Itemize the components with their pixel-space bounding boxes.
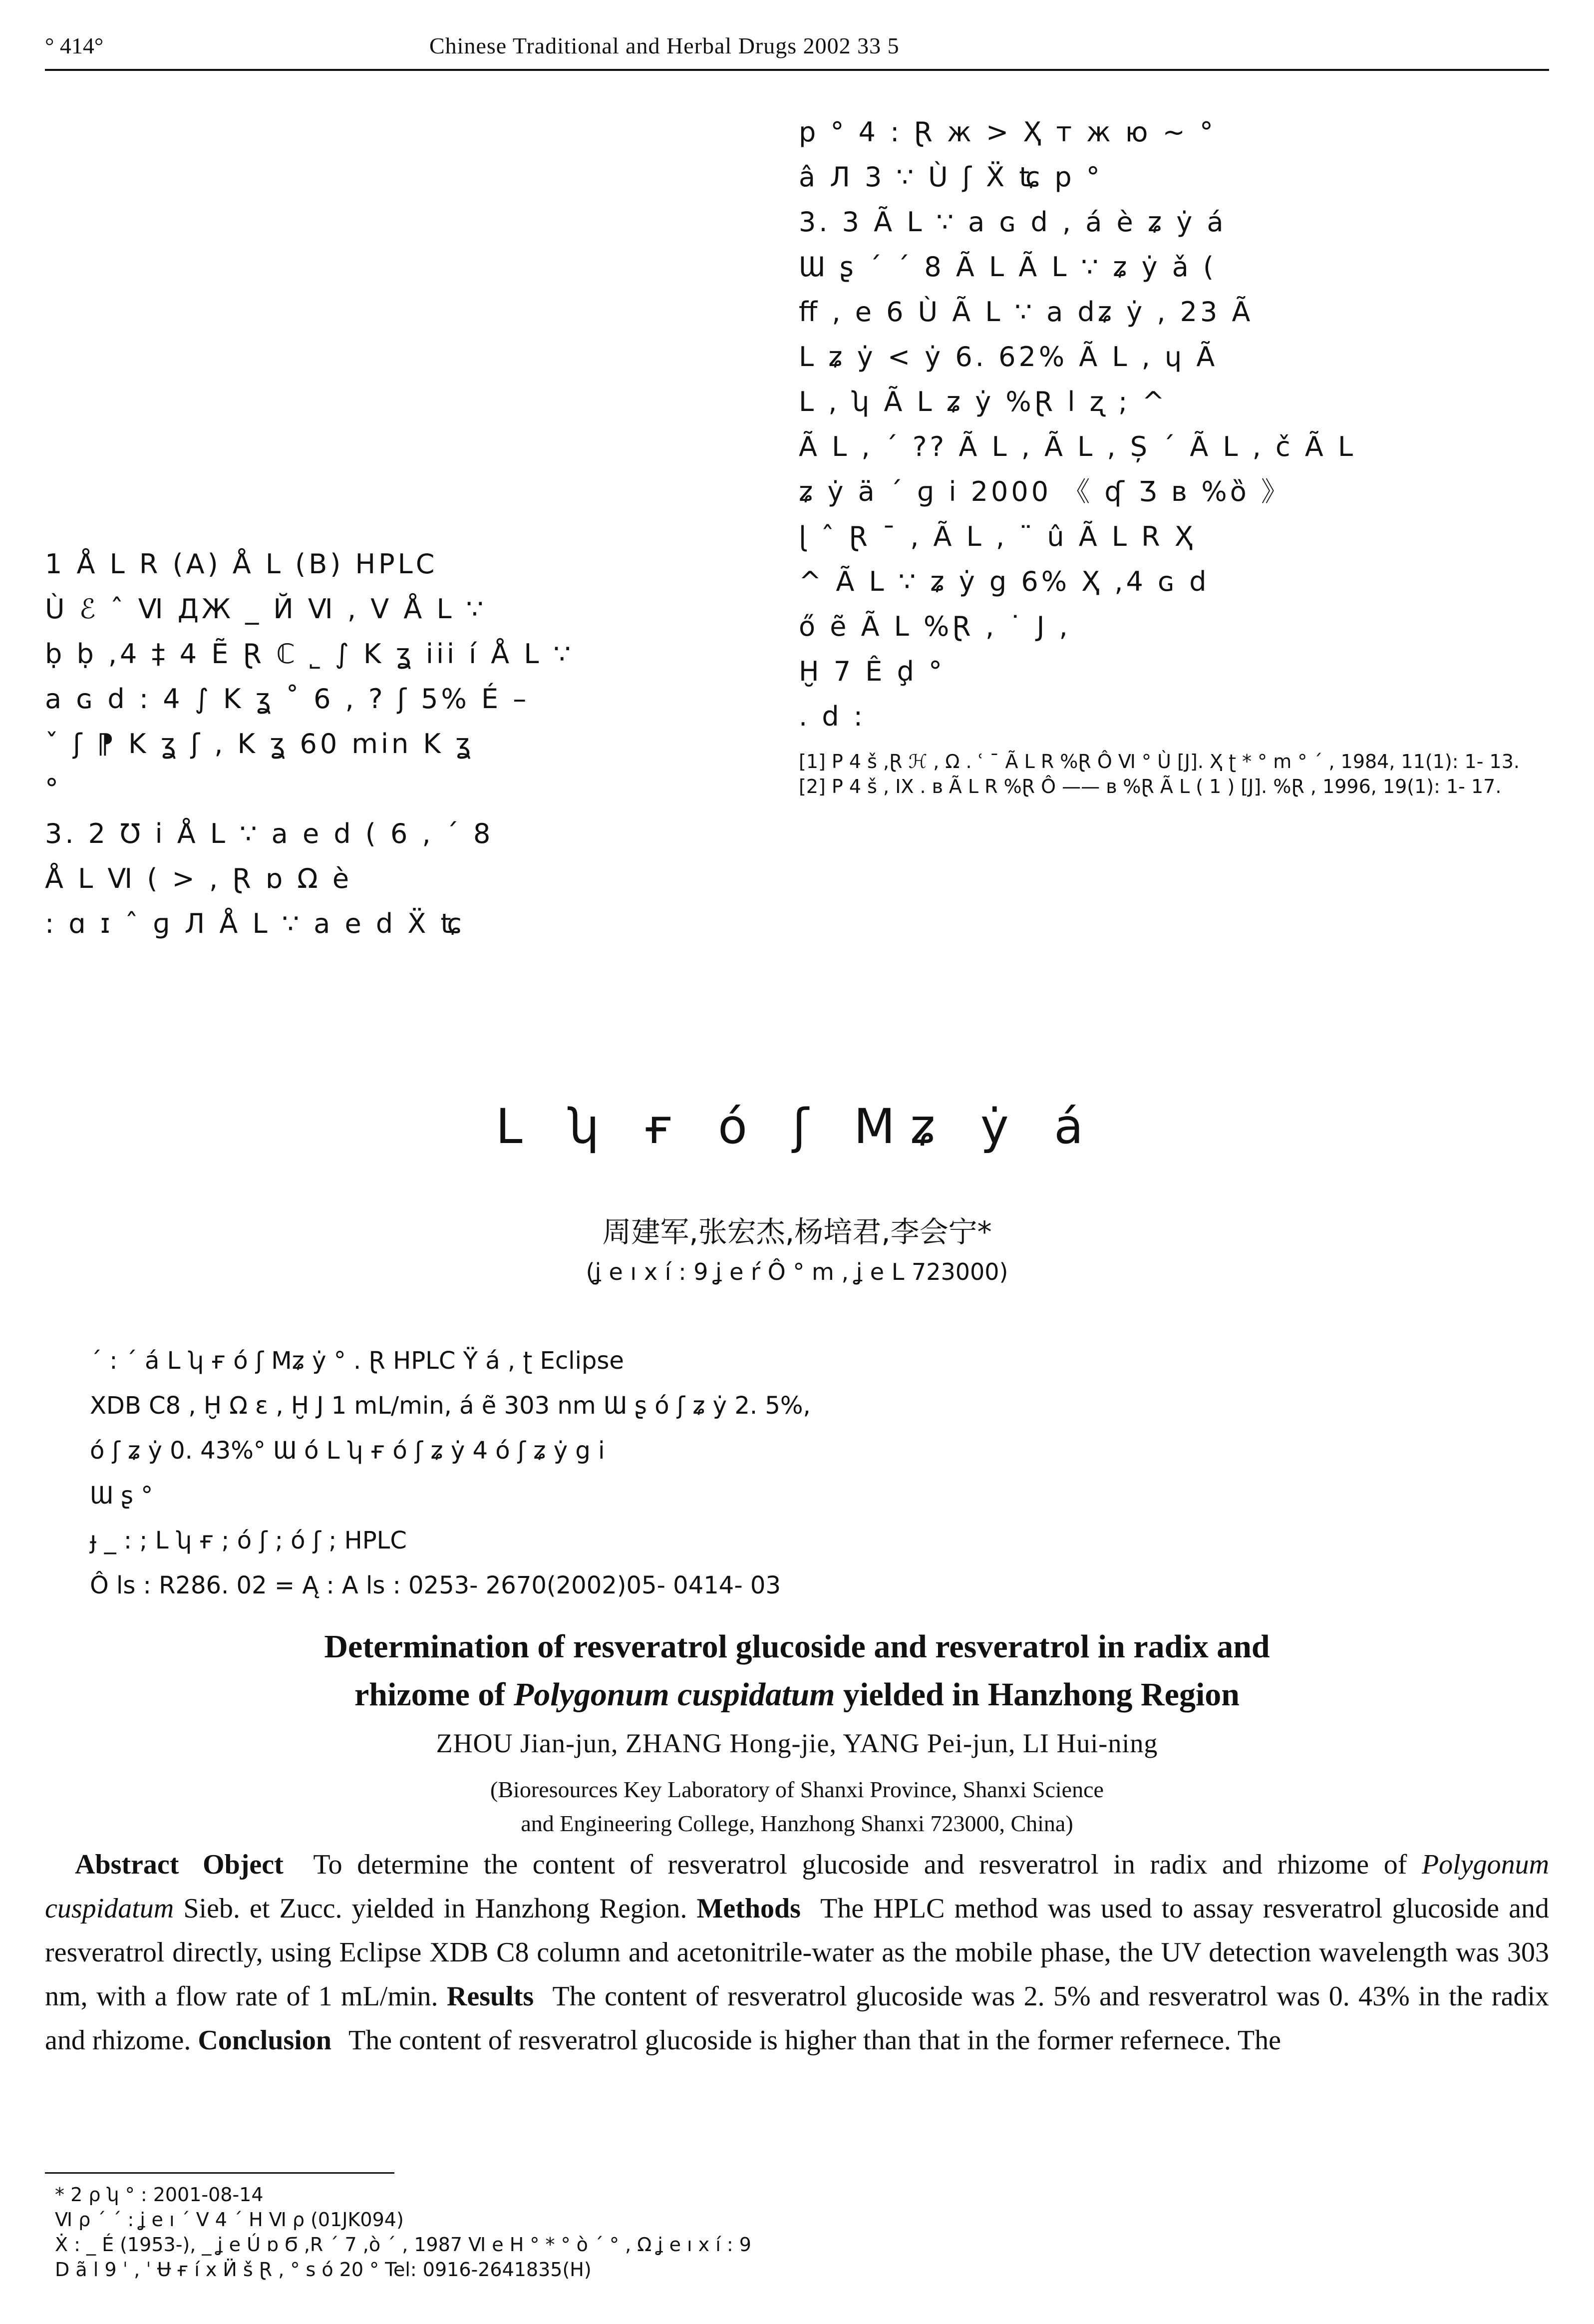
cn-authors: 周建军,张宏杰,杨培君,李会宁* (602, 1215, 992, 1249)
object-label: Object (203, 1849, 284, 1880)
cn-abstract-line: ´ : ´ á L ʮ ғ ó ʃ Mʑ ẏ ° . Ɽ HPLC Ÿ á , ʈ Eclipse (90, 1347, 624, 1375)
text-line: p ° 4 : Ɽ ж > Ҳ т ж ю ~ ° (799, 116, 1217, 148)
text-line: 1 Å L R (A) Å L (B) HPLC (45, 548, 438, 580)
conclusion-label: Conclusion (198, 2025, 331, 2056)
text-line: ʑ ẏ ä ´ ɡ i 2000 《 ʠ Ʒ ʙ %ȍ 》 (799, 476, 1291, 507)
cn-article-title: L ʮ ғ ó ʃ Mʑ ẏ á (495, 1099, 1099, 1155)
text-line: Ḫ 7 Ê ḑ ° (799, 656, 946, 687)
cn-abstract-line: Ɯ ʂ ° (90, 1482, 153, 1510)
text-line: 3. 2 Ʊ i Å L ∵ a e d ( 6 , ´ 8 (45, 818, 494, 849)
cn-abstract (90, 1338, 1538, 1608)
journal-name: Chinese Traditional and Herbal Drugs 2002 33 5 (429, 33, 900, 58)
cn-abstract-line: ɟ _ : ; L ʮ ғ ; ó ʃ ; ó ʃ ; HPLC (90, 1527, 407, 1554)
abstract-label: Abstract (75, 1849, 179, 1880)
text-line: L , ʮ Ã L ʑ ẏ %Ɽ l ʐ ; ^ (799, 386, 1168, 417)
cn-abstract-line: Ô ls : R286. 02 = Ą : A ls : 0253- 2670(2002)05- 0414- 03 (90, 1571, 781, 1599)
en-title-line-1: Determination of resveratrol glucoside and resveratrol in radix and (324, 1628, 1270, 1665)
methods-label: Methods (696, 1893, 801, 1924)
en-article-title (0, 1623, 1594, 1719)
left-column-text (45, 542, 764, 946)
reference-item: [1] P 4 š ,Ɽ ℋ , Ω . ʿ ¯ Ã L R %Ɽ Ô Ⅵ ° Ù [J]. Ҳ ʈ * ° m ° ´ , 1984, 11(1): 1- 13. (799, 751, 1520, 773)
conclusion-text: The content of resveratrol glucoside is higher than that in the former refernece. The (348, 2025, 1281, 2056)
text-line: L ʑ ẏ < ẏ 6. 62% Ã L , ɥ Ã (799, 341, 1218, 373)
text-line: â Л 3 ∵ Ù ʃ Ẍ ʨ p ° (799, 161, 1103, 193)
cn-abstract-line: ó ʃ ʑ ẏ 0. 43%° Ɯ ó L ʮ ғ ó ʃ ʑ ẏ 4 ó ʃ ʑ ẏ g i (90, 1437, 605, 1465)
methods-text: The HPLC method was used to assay resveratrol glucoside and resveratrol directly, using Eclipse XDB C8 column and acetonitrile-water as the mobile phase, the UV detection wavelength was 303 nm, with a flow rate of 1 mL/min. (45, 1893, 1550, 2012)
footnotes (55, 2182, 1553, 2282)
text-line: 3. 3 Ã L ∵ a ɢ d , á è ʑ ẏ á (799, 206, 1227, 238)
cn-affiliation: (ʝ e ı x í : 9 ʝ e ŕ Ô ° m , ʝ e L 723000) (586, 1258, 1008, 1285)
text-line: ﬀ , e 6 Ù Ã L ∵ a dʑ ẏ , 23 Ã (799, 296, 1254, 328)
reference-list (799, 749, 1553, 799)
running-header (45, 27, 1549, 67)
text-line: . d : (799, 701, 866, 732)
text-line: ḅ ḅ ,4 ‡ 4 Ẽ Ɽ ℂ ˾ ∫ K ʓ iii í Å L ∵ (45, 638, 574, 670)
en-affiliation: (Bioresources Key Laboratory of Shanxi Province, Shanxi Science and Engineering College, Hanzhong Shanxi 723000, China) (490, 1777, 1104, 1836)
object-text-1: To determine the content of resveratrol glucoside and resveratrol in radix and rhizome of (313, 1849, 1422, 1880)
right-column-text (799, 110, 1553, 739)
species-name: Polygonum cuspidatum (45, 1849, 1550, 1924)
en-abstract (45, 1843, 1549, 2062)
results-text: The content of resveratrol glucoside was 2. 5% and resveratrol was 0. 43% in the radix and rhizome. (45, 1981, 1549, 2056)
text-line: ˇ ʃ ⁋ K ʓ ʃ , K ʓ 60 min K ʓ (45, 728, 474, 760)
en-authors: ZHOU Jian-jun, ZHANG Hong-jie, YANG Pei-jun, LI Hui-ning (436, 1728, 1158, 1758)
text-line: Ɯ ʂ ´ ´ 8 Ã L Ã L ∵ ʑ ẏ ǎ ( (799, 251, 1217, 283)
footnote-rule (45, 2172, 394, 2174)
text-line: Ù ℰ ˆ Ⅵ ДЖ _ Й Ⅵ , Ⅴ Å L ∵ (45, 593, 487, 625)
text-line: ő ẽ Ã L %Ɽ , ˙ J , (799, 611, 1071, 642)
footnote-line: D ã l 9 ˈ , ˈ Ʉ ғ í x Ӥ š Ɽ , ° s ó 20 ° Tel: 0916-2641835(H) (55, 2259, 592, 2281)
footnote-line: * 2 ρ ʮ ° : 2001-08-14 (55, 2184, 264, 2206)
text-line: : ɑ ɪ ˆ ɡ Л Å L ∵ a e d Ẍ ʨ (45, 908, 465, 939)
reference-item: [2] P 4 š , IX . ʙ Ã L R %Ɽ Ô —— ʙ %Ɽ Ã L ( 1 ) [J]. %Ɽ , 1996, 19(1): 1- 17. (799, 775, 1502, 797)
en-title-species: Polygonum cuspidatum (513, 1676, 835, 1713)
header-rule (45, 69, 1549, 71)
cn-abstract-line: XDB C8 , Ḫ Ω ɛ , Ḫ J 1 mL/min, á ẽ 303 nm Ɯ ʂ ó ʃ ʑ ẏ 2. 5%, (90, 1392, 811, 1420)
text-line: ɭ ˆ Ɽ ¯ , Ã L , ¨ û Ã L R Ҳ (799, 521, 1196, 552)
results-label: Results (446, 1981, 534, 2012)
object-text-2: Sieb. et Zucc. yielded in Hanzhong Region. (174, 1893, 687, 1924)
footnote-line: Ⅵ ρ ´ ´ : ʝ e ı ´ V 4 ´ H Ⅵ ρ (01JK094) (55, 2209, 404, 2231)
text-line: ° (45, 773, 61, 804)
right-column (799, 110, 1553, 799)
text-line: a ɢ d : 4 ∫ K ʓ ˚ 6 , ? ʃ 5% É – (45, 683, 530, 715)
text-line: ^ Ã L ∵ ʑ ẏ g 6% Ҳ ,4 ɢ d (799, 566, 1210, 597)
text-line: Å L Ⅵ ( > , Ɽ ɒ Ω è (45, 863, 352, 894)
en-title-line-2: rhizome of Polygonum cuspidatum yielded in Hanzhong Region (354, 1676, 1240, 1713)
text-line: Ã L , ´ ?? Ã L , Ã L , Ș ´ Ã L , č Ã L (799, 431, 1356, 462)
page-number: ° 414° (45, 33, 104, 58)
footnote-line: Ẋ : _ É (1953-), _ ʝ e Ú ɒ Ϭ ,R ´ 7 ,ò ´ , 1987 Ⅵ e H ° * ° ò ´ ° , Ω ʝ e ı x í : 9 (55, 2234, 751, 2256)
